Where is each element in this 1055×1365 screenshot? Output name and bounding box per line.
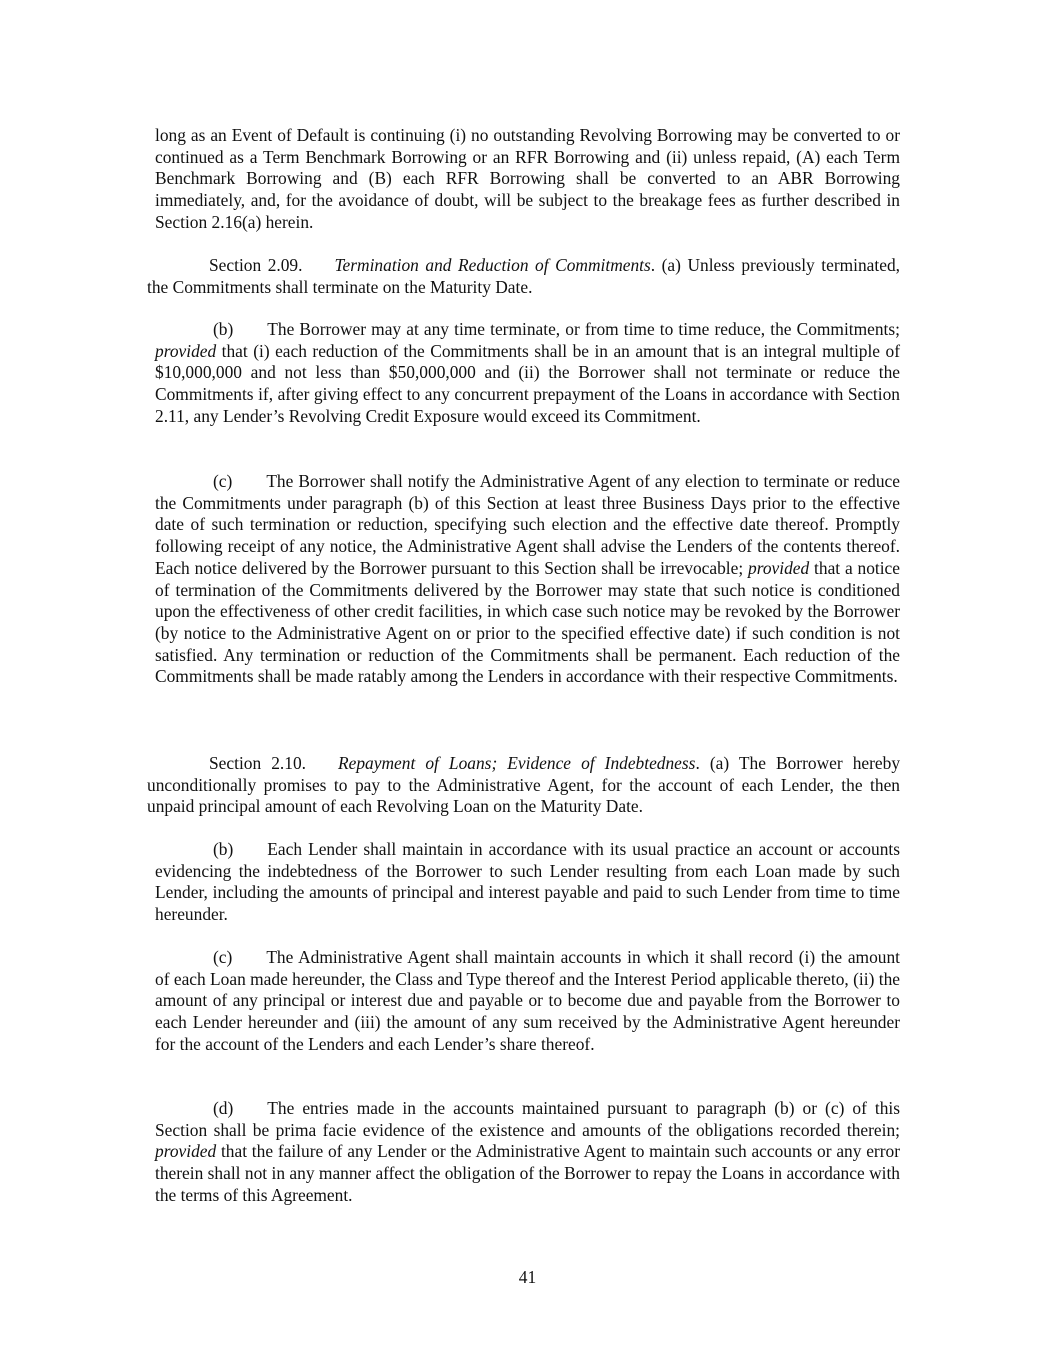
section-2-09-paragraph-c: (c) The Borrower shall notify the Administrative Agent of any election to terminate or reduce the Commitments under paragraph (b) of this Section at least three Business Days prior to the effective date of such termination or reduction, specifying such election and the effective date thereof. Promptly following receipt of any notice, the Administrative Agent shall advise the Lenders of the contents thereof. Each notice delivered by the Borrower pursuant to this Section shall be irrevocable; provided that a notice of termination of the Commitments delivered by the Borrower may state that such notice is conditioned upon the effectiveness of other credit facilities, in which case such notice may be revoked by the Borrower (by notice to the Administrative Agent on or prior to the specified effective date) if such condition is not satisfied. Any termination or reduction of the Commitments shall be permanent. Each reduction of the Commitments shall be made ratably among the Lenders in accordance with their respective Commitments.	[155, 471, 900, 687]
page-number: 41	[518, 1267, 537, 1287]
section-2-10-paragraph-b: (b) Each Lender shall maintain in accordance with its usual practice an account or accounts evidencing the indebtedness of the Borrower to such Lender resulting from each Loan made by such Lender, including the amounts of principal and interest payable and paid to such Lender from time to time hereunder.	[155, 839, 900, 925]
section-intro-text: . (a) The Borrower hereby unconditionally promises to pay to the Administrative Agent, for the account of each Lender, the then unpaid principal amount of each Revolving Loan on the Maturity Date.	[147, 753, 901, 817]
paragraph-label: (c)	[213, 471, 233, 491]
section-number: Section 2.10.	[209, 753, 307, 773]
continuation-paragraph: long as an Event of Default is continuing (i) no outstanding Revolving Borrowing may be converted to or continued as a Term Benchmark Borrowing or an RFR Borrowing and (ii) unless repaid, (A) each Term Benchmark Borrowing and (B) each RFR Borrowing shall be converted to an ABR Borrowing immediately, and, for the avoidance of doubt, will be subject to the breakage fees as further described in Section 2.16(a) herein.	[155, 125, 900, 232]
section-number: Section 2.09.	[209, 255, 303, 275]
section-title: Termination and Reduction of Commitments	[334, 255, 651, 275]
section-2-10-paragraph-c: (c) The Administrative Agent shall maintain accounts in which it shall record (i) the amount of each Loan made hereunder, the Class and Type thereof and the Interest Period applicable thereto, (ii) the amount of any principal or interest due and payable or to become due and payable from the Borrower to each Lender hereunder and (iii) the amount of any sum received by the Administrative Agent hereunder for the account of the Lenders and each Lender’s share thereof.	[155, 947, 900, 1054]
section-2-10-heading-paragraph	[147, 753, 900, 818]
paragraph-label: (b)	[213, 319, 234, 339]
paragraph-label: (c)	[213, 947, 233, 967]
paragraph-label: (b)	[213, 839, 234, 859]
paragraph-label: (d)	[213, 1098, 234, 1118]
section-2-10-paragraph-d: (d) The entries made in the accounts maintained pursuant to paragraph (b) or (c) of this Section shall be prima facie evidence of the existence and amounts of the obligations recorded therein; provided that the failure of any Lender or the Administrative Agent to maintain such accounts or any error therein shall not in any manner affect the obligation of the Borrower to repay the Loans in accordance with the terms of this Agreement.	[155, 1098, 900, 1205]
section-intro-text: . (a) Unless previously terminated, the Commitments shall terminate on the Maturity Date.	[147, 255, 900, 297]
section-2-09-paragraph-b: (b) The Borrower may at any time terminate, or from time to time reduce, the Commitments; provided that (i) each reduction of the Commitments shall be in an amount that is an integral multiple of $10,000,000 and not less than $50,000,000 and (ii) the Borrower shall not terminate or reduce the Commitments if, after giving effect to any concurrent prepayment of the Loans in accordance with Section 2.11, any Lender’s Revolving Credit Exposure would exceed its Commitment.	[155, 319, 900, 426]
section-title: Repayment of Loans; Evidence of Indebtedness	[338, 753, 696, 773]
section-2-09-heading-paragraph	[147, 255, 900, 298]
